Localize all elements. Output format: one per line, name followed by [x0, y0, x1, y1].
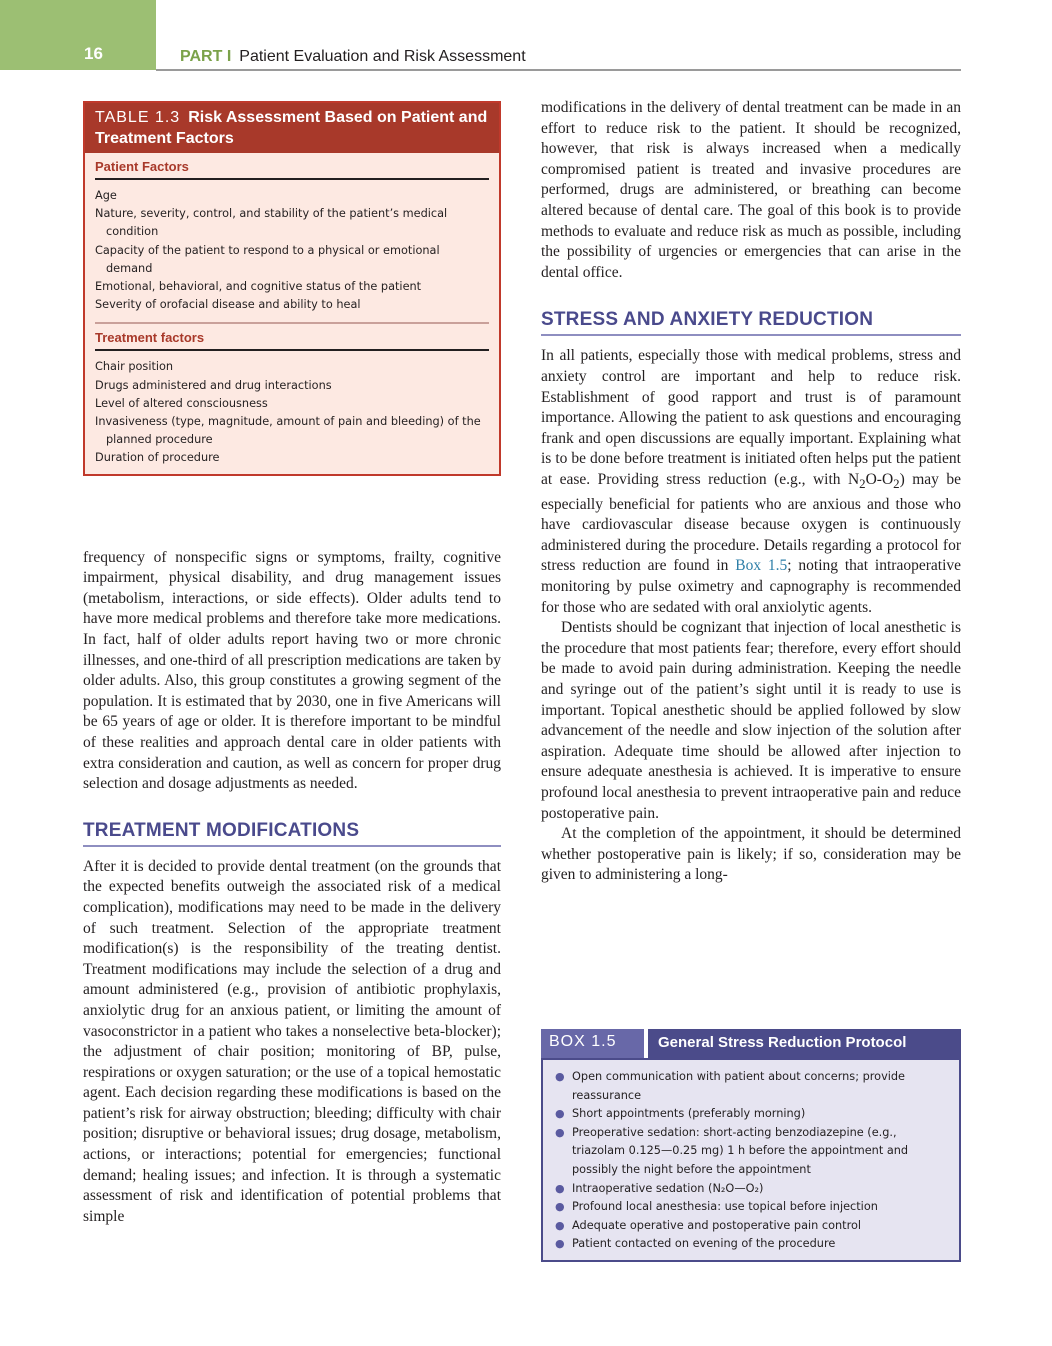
table-title: Risk Assessment Based on Patient and Treatment Factors — [95, 109, 488, 147]
list-item — [555, 1068, 949, 1105]
body-paragraph: modifications in the delivery of dental treatment can be made in an effort to reduce risk to the patient. It should be recognized, however, that risk is always increased when a medically compromised patient is treated and invasive procedures are performed, drugs are administered, or breathing can become altered because of dental care. The goal of this book is to provide methods to evaluate and reduce risk as much as possible, including the possibility of urgencies or emergencies that can arise in the dental office. — [541, 99, 961, 281]
table-body — [85, 153, 499, 474]
table-row: Capacity of the patient to respond to a physical or emotional demand — [95, 243, 440, 275]
table-row: Invasiveness (type, magnitude, amount of pain and bleeding) of the planned procedure — [95, 415, 481, 447]
treatment-factors-heading: Treatment factors — [95, 324, 489, 351]
bullet-icon: ● — [555, 1218, 565, 1232]
bullet-icon: ● — [555, 1200, 565, 1214]
table-row: Nature, severity, control, and stability of the patient’s medical condition — [95, 207, 448, 239]
list-item — [555, 1180, 949, 1199]
stress-anxiety-heading: STRESS AND ANXIETY REDUCTION — [541, 309, 961, 336]
body-paragraph: Dentists should be cognizant that injection of local anesthetic is the procedure that most patients fear; therefore, every effort should be made to avoid pain during administration. Keeping the needle and syringe out of the patient’s sight until it is ready to use is important. Topical anesthetic should be applied followed by slow advancement of the needle and slow injection of the solution after aspiration. Adequate time should be allowed after injection to ensure adequate anesthesia is achieved. It is imperative to ensure profound local anesthesia to prevent intraoperative pain and reduce postoperative pain. — [541, 619, 961, 822]
page-number: 16 — [84, 44, 103, 63]
list-item-text: Profound local anesthesia: use topical before injection — [572, 1200, 878, 1214]
list-item-text: Short appointments (preferably morning) — [572, 1107, 806, 1121]
patient-factors-heading: Patient Factors — [95, 153, 489, 180]
risk-assessment-table — [83, 101, 501, 476]
body-paragraph: After it is decided to provide dental treatment (on the grounds that the expected benefits outweigh the associated risk of a medical complication), modifications may need to be made in the delivery of such treatment. Selection of the appropriate treatment modification(s) is the responsibility of the treating dentist. Treatment modifications may include the selection of a drug and amount administered (e.g., provision of antibiotic prophylaxis, anxiolytic drug for an anxious patient, or limiting the amount of vasoconstrictor in a patient who takes a nonselective beta-blocker); the adjustment of chair position; monitoring of BP, pulse, respirations or oxygen saturation; or the use of a topical hemostatic agent. Each decision regarding these modifications is based on the patient’s risk for airway obstruction; bleeding; difficulty with chair position; disruptive or behavioral issues; drug dosage, metabolism, actions, or interactions; potential for emergencies; functional demand; healing issues; and infection. It is through a systematic assessment of risk and identification of potential problems that simple — [83, 857, 501, 1225]
treatment-factors-list — [95, 358, 489, 467]
table-row: Duration of procedure — [95, 451, 220, 465]
bullet-icon: ● — [555, 1181, 565, 1195]
header-rule — [156, 69, 961, 71]
list-item — [555, 1198, 949, 1217]
body-paragraph: At the completion of the appointment, it should be determined whether postoperative pain is likely; if so, consideration may be given to administering a long- — [541, 825, 961, 884]
list-item-text: Intraoperative sedation (N₂O—O₂) — [572, 1181, 764, 1195]
table-label: TABLE 1.3 — [95, 109, 181, 126]
box-body — [541, 1058, 961, 1262]
table-row: Age — [95, 189, 117, 202]
part-title: Patient Evaluation and Risk Assessment — [239, 48, 526, 65]
list-item — [555, 1235, 949, 1254]
bullet-icon: ● — [555, 1237, 565, 1251]
bullet-icon: ● — [555, 1107, 565, 1121]
box-title: General Stress Reduction Protocol — [648, 1029, 961, 1058]
body-paragraph — [541, 346, 961, 618]
text-run: In all patients, especially those with medical problems, stress and anxiety control are important and help to reduce risk. Establishment of good rapport and trust is of paramount importance. Allowing the patient to ask questions and encouraging frank and open discussions are equally important. Explaining what is to be done before treatment is initiated often helps put the patient at ease. Providing stress reduction (e.g., with N — [541, 347, 961, 488]
text-run: ; noting that intraoperative monitoring by pulse oximetry and capnography is recommended for those who are sedated with oral anxiolytic agents. — [541, 557, 961, 616]
right-column — [541, 98, 961, 886]
text-run: ) may be especially beneficial for patients who are anxious and those who have cardiovascular disease because oxygen is continuously administered during the procedure. Details regarding a protocol for stress reduction are found in — [541, 470, 961, 575]
table-row: Emotional, behavioral, and cognitive status of the patient — [95, 280, 422, 294]
patient-factors-list — [95, 187, 489, 314]
list-item-text: Adequate operative and postoperative pain control — [572, 1218, 862, 1232]
table-header — [85, 103, 499, 153]
box-header — [541, 1029, 961, 1058]
running-head — [180, 48, 526, 66]
list-item — [555, 1105, 949, 1124]
page-number-tab — [0, 0, 156, 70]
part-label: PART I — [180, 48, 232, 65]
list-item-text: Preoperative sedation: short-acting benzodiazepine (e.g., triazolam 0.125—0.25 mg) 1 h before the appointment and possibly the night before the appointment — [572, 1125, 909, 1176]
box-label: BOX 1.5 — [541, 1029, 644, 1058]
table-row: Level of altered consciousness — [95, 396, 268, 410]
left-column — [83, 101, 501, 1227]
subscript: 2 — [859, 476, 866, 491]
list-item-text: Patient contacted on evening of the procedure — [572, 1237, 836, 1251]
table-row: Severity of orofacial disease and ability to heal — [95, 298, 361, 312]
list-item-text: Open communication with patient about concerns; provide reassurance — [572, 1070, 906, 1102]
treatment-modifications-heading: TREATMENT MODIFICATIONS — [83, 820, 501, 847]
list-item — [555, 1124, 949, 1180]
bullet-icon: ● — [555, 1125, 565, 1139]
table-row: Drugs administered and drug interactions — [95, 378, 332, 392]
body-paragraph: frequency of nonspecific signs or symptoms, frailty, cognitive impairment, physical disability, and drug management issues (metabolism, interactions, or side effects). Older adults tend to have more medical problems and therefore take more medications. In fact, half of older adults report having two or more chronic illnesses, and one-third of all prescription medications are taken by older adults. Also, this group constitutes a growing segment of the population. It is estimated that by 2030, one in five Americans will be 65 years of age or older. It is therefore important to be mindful of these realities and approach dental care in older patients with extra consideration and caution, as well as concern for proper drug selection and dosage adjustments as needed. — [83, 548, 501, 793]
bullet-icon: ● — [555, 1070, 565, 1083]
stress-reduction-box — [541, 1029, 961, 1262]
subscript: 2 — [893, 476, 900, 491]
list-item — [555, 1217, 949, 1236]
box-1-5-link[interactable]: Box 1.5 — [735, 557, 788, 575]
table-row: Chair position — [95, 360, 174, 374]
text-run: O-O — [865, 470, 894, 488]
